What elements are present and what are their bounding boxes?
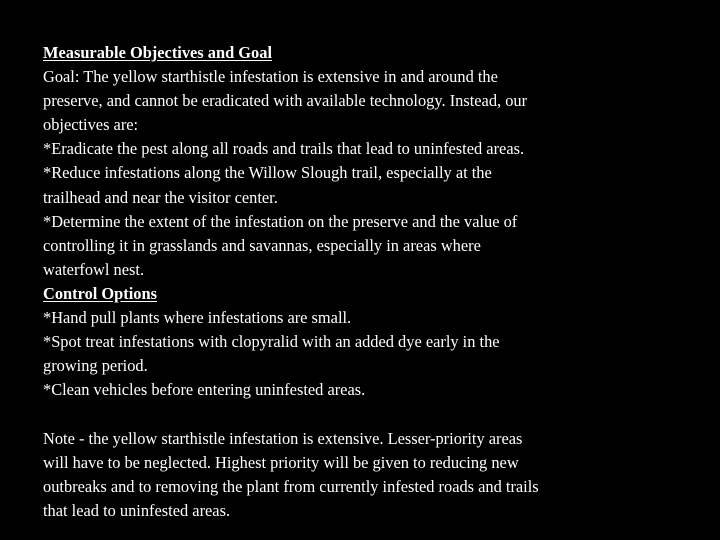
goal-line-2: preserve, and cannot be eradicated with available technology. Instead, our <box>43 91 528 111</box>
control-options-heading: Control Options <box>43 283 157 303</box>
note-line-4: that lead to uninfested areas. <box>43 500 231 520</box>
objective-reduce-line-1: *Reduce infestations along the Willow Slough trail, especially at the <box>43 163 492 183</box>
goal-line-1: Goal: The yellow starthistle infestation is extensive in and around the <box>43 67 498 87</box>
note-line-3: outbreaks and to removing the plant from currently infested roads and trails <box>43 476 539 496</box>
objective-determine-line-3: waterfowl nest. <box>43 259 145 279</box>
objective-determine-line-2: controlling it in grasslands and savannas, especially in areas where <box>43 235 481 255</box>
note-line-1: Note - the yellow starthistle infestation is extensive. Lesser-priority areas <box>43 428 523 448</box>
option-spot-treat-line-2: growing period. <box>43 356 148 376</box>
note-line-2: will have to be neglected. Highest priority will be given to reducing new <box>43 452 519 472</box>
objective-eradicate: *Eradicate the pest along all roads and trails that lead to uninfested areas. <box>43 139 525 159</box>
blank-line <box>43 402 683 426</box>
option-spot-treat-line-1: *Spot treat infestations with clopyralid with an added dye early in the <box>43 332 500 352</box>
slide-text-body <box>43 41 683 523</box>
objective-determine-line-1: *Determine the extent of the infestation on the preserve and the value of <box>43 211 518 231</box>
option-clean-vehicles: *Clean vehicles before entering uninfested areas. <box>43 380 366 400</box>
goal-line-3: objectives are: <box>43 115 139 135</box>
option-hand-pull: *Hand pull plants where infestations are small. <box>43 308 352 328</box>
objective-reduce-line-2: trailhead and near the visitor center. <box>43 187 278 207</box>
objectives-heading: Measurable Objectives and Goal <box>43 43 272 62</box>
